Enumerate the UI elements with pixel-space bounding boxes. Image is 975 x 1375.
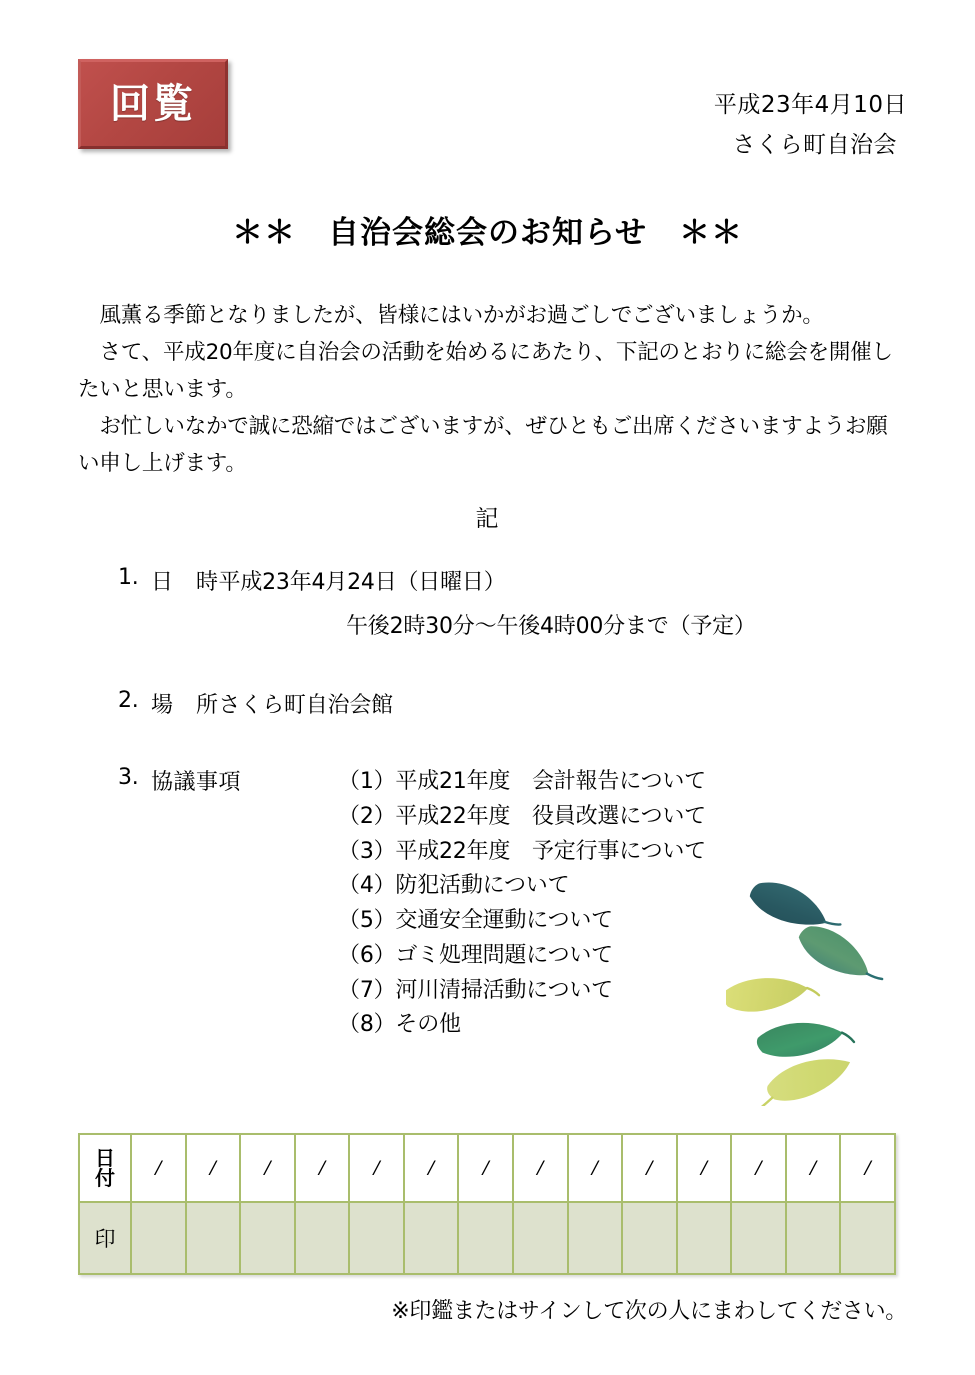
document-title: ＊＊ 自治会総会のお知らせ ＊＊ — [231, 215, 744, 251]
date-slash-mark: / — [318, 1155, 326, 1180]
date-cell[interactable] — [677, 1134, 732, 1202]
item-value-datetime: 平成23年4月24日（日曜日） — [218, 570, 506, 595]
item-subvalue-time: 午後2時30分〜午後4時00分まで（予定） — [346, 614, 756, 639]
seal-cell[interactable] — [840, 1202, 895, 1274]
seal-cell[interactable] — [622, 1202, 677, 1274]
date-cell[interactable] — [131, 1134, 186, 1202]
items-spacer-1 — [118, 640, 918, 688]
circulation-stamp-label: 回覧 — [110, 81, 196, 127]
date-cell[interactable] — [458, 1134, 513, 1202]
header-date: 平成23年4月10日 — [713, 92, 907, 118]
date-cell[interactable] — [568, 1134, 623, 1202]
item-number-2: 2. — [118, 688, 139, 713]
body-paragraph-3: お忙しいなかで誠に恐縮ではございますが、ぜひともご出席くださいますようお願い申し上げます。 — [78, 413, 888, 476]
date-cell[interactable] — [622, 1134, 677, 1202]
watercolor-leaves-illustration — [726, 858, 906, 1106]
date-slash-mark: / — [537, 1155, 544, 1180]
leaf-shape — [758, 1057, 853, 1106]
date-cell[interactable] — [786, 1134, 841, 1202]
body-paragraph-2: さて、平成20年度に自治会の活動を始めるにあたり、下記のとおりに総会を開催したいと思います。 — [78, 339, 893, 402]
date-slash-mark: / — [428, 1155, 435, 1180]
agenda-item: （2）平成22年度 役員改選について — [338, 803, 706, 829]
date-slash-mark: / — [646, 1155, 653, 1180]
date-cell[interactable] — [840, 1134, 895, 1202]
circulation-stamp — [78, 59, 228, 149]
date-slash-mark: / — [591, 1155, 598, 1180]
leaf-shape — [756, 1018, 856, 1064]
circulation-signature-table — [78, 1133, 896, 1275]
footer-note: ※印鑑またはサインして次の人にまわしてください。 — [391, 1299, 907, 1324]
table-label-seal: 印 — [79, 1202, 131, 1274]
seal-cell[interactable] — [349, 1202, 404, 1274]
date-slash-mark: / — [482, 1155, 489, 1180]
agenda-item: （8）その他 — [338, 1012, 461, 1038]
date-slash-mark: / — [373, 1155, 380, 1180]
agenda-item: （6）ゴミ処理問題について — [338, 942, 613, 968]
seal-cell[interactable] — [295, 1202, 350, 1274]
leaf-shape — [726, 970, 821, 1024]
date-slash-mark: / — [755, 1155, 762, 1180]
date-slash-mark: / — [155, 1155, 162, 1180]
table-label-date-text: 日 付 — [95, 1145, 115, 1190]
seal-cell[interactable] — [131, 1202, 186, 1274]
item-number-1: 1. — [118, 565, 139, 590]
date-slash-mark: / — [864, 1155, 871, 1180]
detail-item-venue — [118, 688, 918, 719]
detail-item-datetime — [118, 565, 918, 596]
agenda-list — [338, 765, 706, 1043]
seal-cell[interactable] — [568, 1202, 623, 1274]
date-slash-mark: / — [209, 1155, 216, 1180]
item-label-datetime: 日 時 — [151, 570, 219, 595]
seal-cell[interactable] — [786, 1202, 841, 1274]
date-cell[interactable] — [731, 1134, 786, 1202]
seal-cell[interactable] — [404, 1202, 459, 1274]
agenda-item: （5）交通安全運動について — [338, 908, 613, 933]
date-slash-mark: / — [809, 1155, 817, 1180]
date-cell[interactable] — [295, 1134, 350, 1202]
date-slash-mark: / — [700, 1155, 707, 1180]
table-row-date — [79, 1134, 895, 1202]
agenda-item: （4）防犯活動について — [338, 873, 570, 899]
table-label-date — [79, 1134, 131, 1202]
seal-cell[interactable] — [677, 1202, 732, 1274]
seal-cell[interactable] — [186, 1202, 241, 1274]
item-label-venue: 場 所 — [151, 693, 219, 718]
seal-cell[interactable] — [458, 1202, 513, 1274]
date-cell[interactable] — [240, 1134, 295, 1202]
date-cell[interactable] — [349, 1134, 404, 1202]
ki-marker: 記 — [475, 506, 500, 532]
agenda-item: （3）平成22年度 予定行事について — [338, 838, 706, 864]
header-organization: さくら町自治会 — [732, 132, 897, 159]
document-header — [714, 85, 907, 166]
table-row-seal — [79, 1202, 895, 1274]
item-label-agenda: 協議事項 — [151, 770, 242, 795]
item-value-venue: さくら町自治会館 — [218, 693, 393, 718]
body-copy — [78, 298, 908, 483]
date-cell[interactable] — [513, 1134, 568, 1202]
seal-cell[interactable] — [513, 1202, 568, 1274]
agenda-item: （1）平成21年度 会計報告について — [338, 769, 706, 794]
date-cell[interactable] — [186, 1134, 241, 1202]
seal-cell[interactable] — [240, 1202, 295, 1274]
date-cell[interactable] — [404, 1134, 459, 1202]
date-slash-mark: / — [264, 1155, 271, 1180]
agenda-item: （7）河川清掃活動について — [338, 977, 613, 1003]
body-paragraph-1: 風薫る季節となりましたが、皆様にはいかがお過ごしでございましょうか。 — [99, 303, 824, 328]
seal-cell[interactable] — [731, 1202, 786, 1274]
items-spacer-2 — [118, 719, 918, 765]
item-number-3: 3. — [118, 765, 139, 790]
